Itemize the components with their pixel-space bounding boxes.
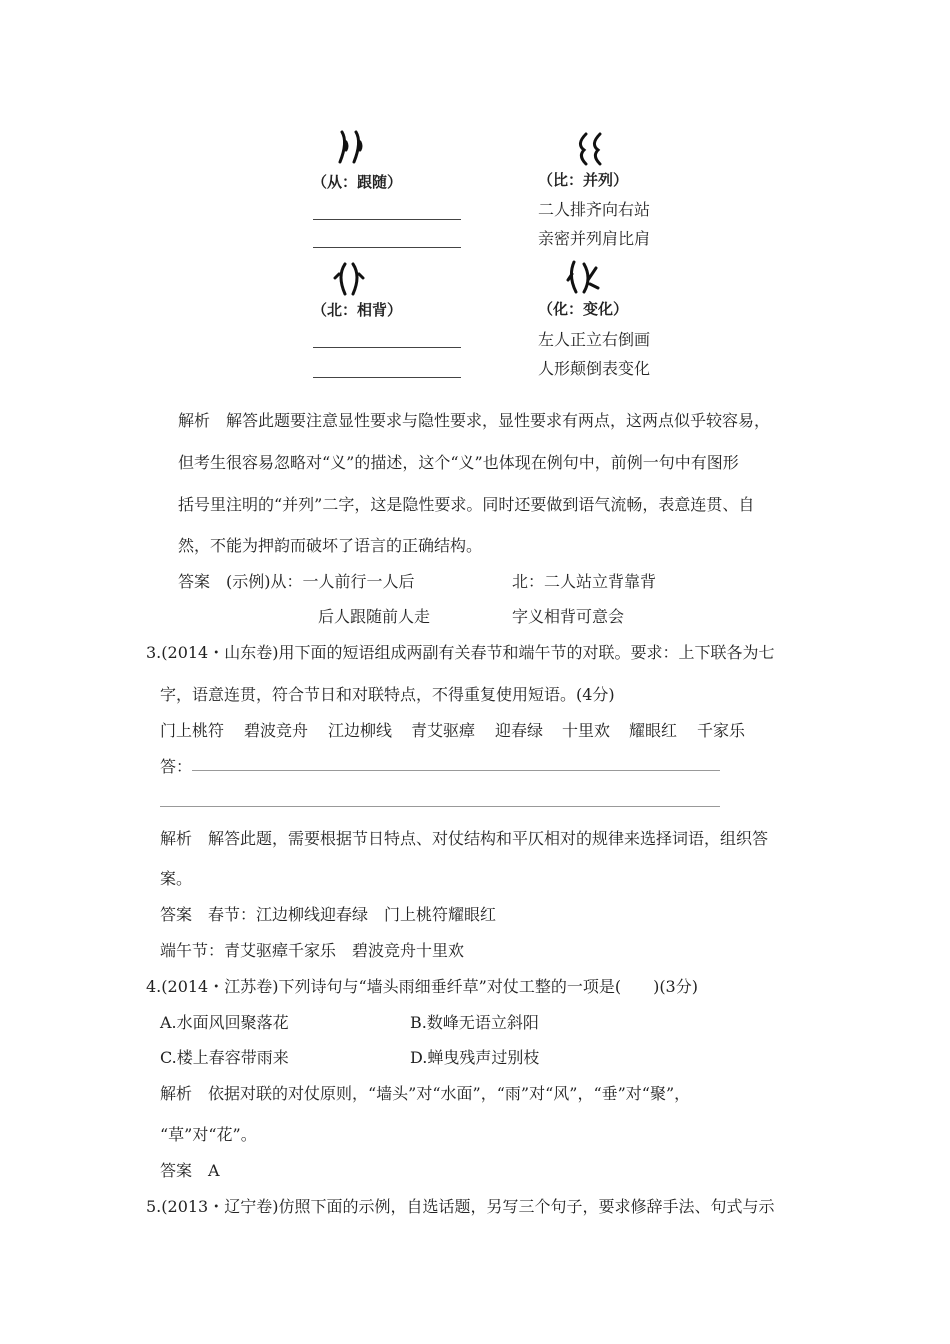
q3-phrase: 碧波竞舟 (244, 721, 309, 740)
q3-phrase: 十里欢 (562, 721, 611, 740)
q4-option-a: A.水面风回聚落花 (160, 1013, 289, 1032)
q2-analysis-line: 但考生很容易忽略对“义”的描述，这个“义”也体现在例句中，前例一句中有图形 (178, 453, 739, 472)
q2-analysis-line: 然，不能为押韵而破坏了语言的正确结构。 (178, 536, 483, 555)
caption-bi: （比：并列） (538, 171, 629, 189)
q3-answer-prompt: 答： (160, 757, 193, 776)
q3-stem-line-2: 字，语意连贯，符合节日和对联特点，不得重复使用短语。(4分) (160, 685, 615, 704)
q4-analysis-line-1: 解析 依据对联的对仗原则，“墙头”对“水面”，“雨”对“风”，“垂”对“聚”， (160, 1084, 691, 1103)
q2-answer-right-2: 字义相背可意会 (512, 607, 625, 626)
q3-phrase: 千家乐 (697, 721, 746, 740)
q4-answer: 答案 A (160, 1161, 220, 1180)
q3-analysis-line-2: 案。 (160, 869, 193, 888)
glyph-hua-icon (566, 258, 602, 296)
answer-line[interactable] (192, 770, 720, 771)
q2-analysis-line: 括号里注明的“并列”二字，这是隐性要求。同时还要做到语气流畅，表意连贯、自 (178, 495, 755, 514)
q4-stem: 4.(2014・江苏卷)下列诗句与“墙头雨细垂纤草”对仗工整的一项是( )(3分) (146, 977, 698, 996)
glyph-cong-icon (336, 128, 370, 164)
q2-answer-left-2: 后人跟随前人走 (318, 607, 431, 626)
glyph-bi-icon (572, 130, 606, 166)
blank-line[interactable] (313, 347, 461, 348)
q3-phrase: 迎春绿 (495, 721, 544, 740)
hua-verse-line-2: 人形颠倒表变化 (538, 359, 651, 378)
q5-stem: 5.(2013・辽宁卷)仿照下面的示例，自选话题，另写三个句子，要求修辞手法、句式与示 (146, 1197, 775, 1216)
q2-analysis-line: 解析 解答此题要注意显性要求与隐性要求，显性要求有两点，这两点似乎较容易， (178, 411, 771, 430)
blank-line[interactable] (313, 247, 461, 248)
q4-option-c: C.楼上春容带雨来 (160, 1048, 289, 1067)
caption-hua: （化：变化） (538, 300, 629, 318)
caption-bei: （北：相背） (312, 301, 403, 319)
q3-analysis-line-1: 解析 解答此题，需要根据节日特点、对仗结构和平仄相对的规律来选择词语，组织答 (160, 829, 769, 848)
q2-answer-right-1: 北：二人站立背靠背 (512, 572, 657, 591)
glyph-bei-icon (333, 260, 367, 296)
q3-answer-line-2: 端午节：青艾驱瘴千家乐 碧波竞舟十里欢 (160, 941, 465, 960)
blank-line[interactable] (313, 377, 461, 378)
q3-stem-line-1: 3.(2014・山东卷)用下面的短语组成两副有关春节和端午节的对联。要求：上下联各为七 (146, 643, 775, 662)
q4-analysis-line-2: “草”对“花”。 (160, 1125, 257, 1144)
q3-phrase: 门上桃符 (160, 721, 225, 740)
q3-phrase: 江边柳线 (328, 721, 393, 740)
blank-line[interactable] (313, 219, 461, 220)
q3-phrase: 青艾驱瘴 (411, 721, 476, 740)
answer-line[interactable] (160, 806, 720, 807)
bi-verse-line-1: 二人排齐向右站 (538, 200, 651, 219)
q4-option-b: B.数峰无语立斜阳 (410, 1013, 539, 1032)
bi-verse-line-2: 亲密并列肩比肩 (538, 229, 651, 248)
hua-verse-line-1: 左人正立右倒画 (538, 330, 651, 349)
caption-cong: （从：跟随） (312, 173, 403, 191)
q2-answer-label: 答案 (示例)从：一人前行一人后 (178, 572, 415, 591)
q3-answer-line-1: 答案 春节：江边柳线迎春绿 门上桃符耀眼红 (160, 905, 497, 924)
q3-phrase: 耀眼红 (629, 721, 678, 740)
q4-option-d: D.蝉曳残声过别枝 (410, 1048, 540, 1067)
